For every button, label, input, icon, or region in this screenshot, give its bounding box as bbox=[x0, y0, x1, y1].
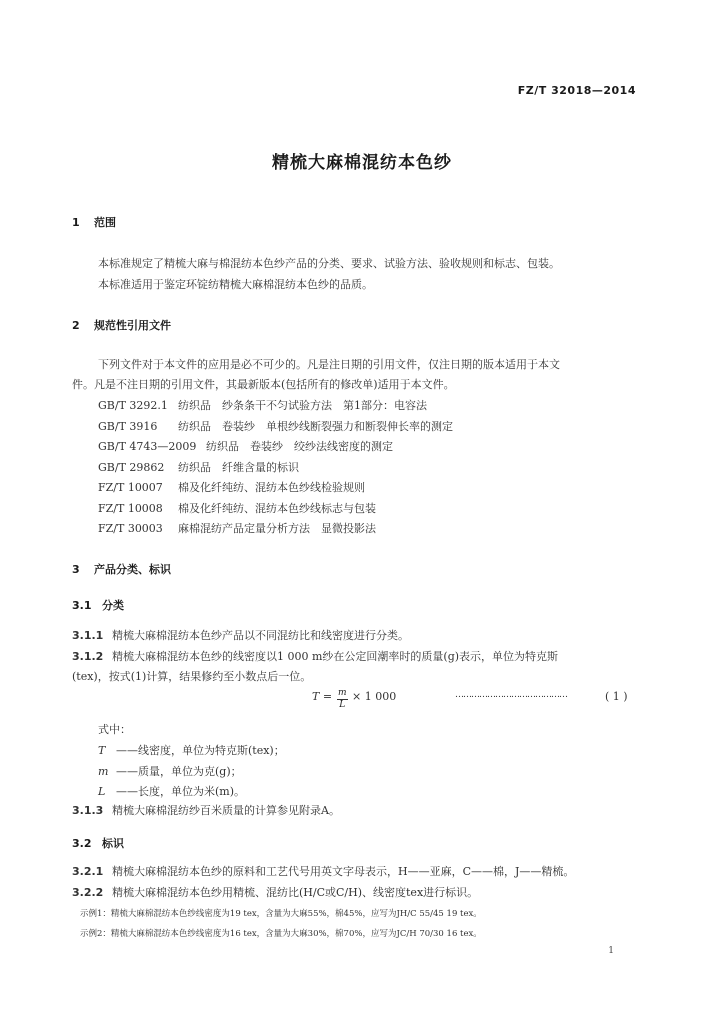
reference-item bbox=[98, 418, 453, 434]
reference-title: 纺织品 卷装纱 绞纱法线密度的测定 bbox=[206, 440, 393, 453]
clause-number: 3.1.3 bbox=[72, 804, 104, 817]
example-1: 示例1：精梳大麻棉混纺本色纱线密度为19 tex，含量为大麻55%，棉45%，应写为JH/C 55/45 19 tex。 bbox=[80, 909, 482, 919]
where-label: 式中： bbox=[98, 723, 131, 736]
references-intro-line-1: 下列文件对于本文件的应用是必不可少的。凡是注日期的引用文件，仅注日期的版本适用于本文 bbox=[98, 358, 560, 371]
clause-text: 精梳大麻棉混纺纱百米质量的计算参见附录A。 bbox=[112, 804, 340, 817]
reference-title: 棉及化纤纯纺、混纺本色纱线标志与包装 bbox=[178, 502, 376, 515]
variable-description: ——质量，单位为克(g)； bbox=[116, 765, 242, 778]
formula-rhs: × 1 000 bbox=[352, 690, 397, 703]
clause-text: 精梳大麻棉混纺本色纱用精梳、混纺比(H/C或C/H)、线密度tex进行标识。 bbox=[112, 886, 479, 899]
formula-label: ( 1 ) bbox=[605, 690, 628, 703]
variable-symbol: m bbox=[98, 765, 109, 778]
document-title: 精梳大麻棉混纺本色纱 bbox=[272, 153, 452, 173]
variable-description: ——长度，单位为米(m)。 bbox=[116, 785, 246, 798]
reference-code: GB/T 3292.1 bbox=[98, 399, 168, 412]
clause-3-1-1 bbox=[72, 627, 409, 643]
clause-3-1-2 bbox=[72, 648, 558, 664]
section-title: 产品分类、标识 bbox=[94, 563, 171, 576]
section-number: 2 bbox=[72, 319, 80, 332]
reference-title: 纺织品 卷装纱 单根纱线断裂强力和断裂伸长率的测定 bbox=[178, 420, 453, 433]
clause-3-2-2 bbox=[72, 884, 478, 900]
reference-item bbox=[98, 459, 299, 475]
example-2: 示例2：精梳大麻棉混纺本色纱线密度为16 tex，含量为大麻30%，棉70%，应写为JC/H 70/30 16 tex。 bbox=[80, 929, 482, 939]
reference-title: 纺织品 纤维含量的标识 bbox=[178, 461, 299, 474]
clause-number: 3.1.1 bbox=[72, 629, 104, 642]
reference-item bbox=[98, 500, 376, 516]
section-number: 3 bbox=[72, 563, 80, 576]
section-3-heading bbox=[72, 561, 171, 577]
clause-3-1-2-continued: (tex)，按式(1)计算，结果修约至小数点后一位。 bbox=[72, 670, 312, 683]
reference-item bbox=[98, 438, 393, 454]
variable-definition bbox=[98, 763, 242, 779]
clause-3-2-1 bbox=[72, 863, 574, 879]
formula-fraction bbox=[337, 688, 348, 711]
fraction-numerator: m bbox=[338, 688, 347, 698]
formula-lhs: T = bbox=[312, 690, 333, 703]
reference-code: FZ/T 30003 bbox=[98, 522, 163, 535]
clause-3-1-3 bbox=[72, 802, 340, 818]
variable-symbol: L bbox=[98, 785, 106, 798]
standard-code: FZ/T 32018—2014 bbox=[517, 84, 636, 97]
subsection-number: 3.1 bbox=[72, 599, 92, 612]
clause-text: 精梳大麻棉混纺本色纱产品以不同混纺比和线密度进行分类。 bbox=[112, 629, 409, 642]
section-title: 范围 bbox=[94, 216, 116, 229]
section-number: 1 bbox=[72, 216, 80, 229]
formula-leader-dots: …………………………………… bbox=[455, 690, 567, 700]
reference-title: 麻棉混纺产品定量分析方法 显微投影法 bbox=[178, 522, 376, 535]
clause-text: 精梳大麻棉混纺本色纱的线密度以1 000 m纱在公定回潮率时的质量(g)表示，单位为特克斯 bbox=[112, 650, 559, 663]
section-1-heading bbox=[72, 214, 116, 230]
subsection-number: 3.2 bbox=[72, 837, 92, 850]
scope-paragraph-2: 本标准适用于鉴定环锭纺精梳大麻棉混纺本色纱的品质。 bbox=[98, 278, 373, 291]
fraction-denominator: L bbox=[339, 700, 346, 710]
reference-code: FZ/T 10008 bbox=[98, 502, 163, 515]
clause-text: 精梳大麻棉混纺本色纱的原料和工艺代号用英文字母表示，H——亚麻，C——棉，J——精梳。 bbox=[112, 865, 575, 878]
variable-definition bbox=[98, 742, 285, 758]
section-2-heading bbox=[72, 317, 171, 333]
reference-item bbox=[98, 479, 365, 495]
reference-item bbox=[98, 397, 427, 413]
clause-number: 3.2.2 bbox=[72, 886, 104, 899]
subsection-title: 分类 bbox=[102, 599, 124, 612]
references-intro-line-2: 件。凡是不注日期的引用文件，其最新版本(包括所有的修改单)适用于本文件。 bbox=[72, 378, 455, 391]
clause-number: 3.2.1 bbox=[72, 865, 104, 878]
reference-item bbox=[98, 520, 376, 536]
variable-symbol: T bbox=[98, 744, 106, 757]
variable-description: ——线密度，单位为特克斯(tex)； bbox=[116, 744, 285, 757]
reference-code: FZ/T 10007 bbox=[98, 481, 163, 494]
section-title: 规范性引用文件 bbox=[94, 319, 171, 332]
reference-title: 纺织品 纱条条干不匀试验方法 第1部分：电容法 bbox=[178, 399, 427, 412]
reference-title: 棉及化纤纯纺、混纺本色纱线检验规则 bbox=[178, 481, 365, 494]
subsection-3-2-heading bbox=[72, 835, 124, 851]
clause-number: 3.1.2 bbox=[72, 650, 104, 663]
reference-code: GB/T 3916 bbox=[98, 420, 158, 433]
subsection-title: 标识 bbox=[102, 837, 124, 850]
reference-code: GB/T 4743—2009 bbox=[98, 440, 197, 453]
subsection-3-1-heading bbox=[72, 597, 124, 613]
scope-paragraph-1: 本标准规定了精梳大麻与棉混纺本色纱产品的分类、要求、试验方法、验收规则和标志、包装。 bbox=[98, 257, 560, 270]
page-number: 1 bbox=[608, 946, 614, 956]
reference-code: GB/T 29862 bbox=[98, 461, 165, 474]
variable-definition bbox=[98, 783, 245, 799]
